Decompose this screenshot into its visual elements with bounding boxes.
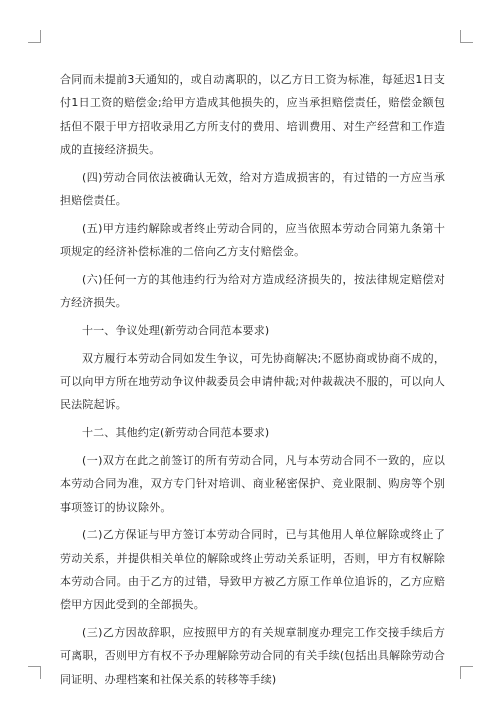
document-body xyxy=(60,68,445,695)
paragraph-dispute: 双方履行本劳动合同如发生争议，可先协商解决;不愿协商或协商不成的，可以向甲方所在地劳动争议仲裁委员会申请仲裁;对仲裁裁决不服的，可以向人民法院起诉。 xyxy=(60,351,445,412)
crop-mark-top-right xyxy=(460,30,473,43)
paragraph-other-1: (一)双方在此之前签订的所有劳动合同，凡与本劳动合同不一致的，应以本劳动合同为准，双方专门针对培训、商业秘密保护、竞业限制、购房等个别事项签订的协议除外。 xyxy=(60,453,445,514)
paragraph-clause-4: (四)劳动合同依法被确认无效，给对方造成损害的，有过错的一方应当承担赔偿责任。 xyxy=(60,170,445,207)
section-heading-dispute: 十一、争议处理(新劳动合同范本要求) xyxy=(82,323,270,337)
crop-mark-top-left xyxy=(28,30,41,43)
paragraph-continuation: 合同而未提前3天通知的，或自动离职的，以乙方日工资为标准，每延迟1日支付1日工资的赔偿金;给甲方造成其他损失的，应当承担赔偿责任，赔偿金额包括但不限于甲方招收录用乙方所支付的费用、培训费用、对生产经营和工作造成的直接经济损失。 xyxy=(60,73,445,156)
paragraph-other-2: (二)乙方保证与甲方签订本劳动合同时，已与其他用人单位解除或终止了劳动关系，并提供相关单位的解除或终止劳动关系证明，否则，甲方有权解除本劳动合同。由于乙方的过错，导致甲方被乙方原工作单位追诉的，乙方应赔偿甲方因此受到的全部损失。 xyxy=(60,528,445,612)
crop-mark-bottom-left xyxy=(28,666,41,679)
paragraph-other-3: (三)乙方因故辞职，应按照甲方的有关规章制度办理完工作交接手续后方可离职，否则甲方有权不予办理解除劳动合同的有关手续(包括出具解除劳动合同证明、办理档案和社保关系的转移等手续) xyxy=(60,626,445,686)
crop-mark-bottom-right xyxy=(460,666,473,679)
section-heading-other: 十二、其他约定(新劳动合同范本要求) xyxy=(82,426,270,440)
paragraph-clause-5: (五)甲方违约解除或者终止劳动合同的，应当依照本劳动合同第九条第十项规定的经济补偿标准的二倍向乙方支付赔偿金。 xyxy=(60,221,445,259)
paragraph-clause-6: (六)任何一方的其他违约行为给对方造成经济损失的，按法律规定赔偿对方经济损失。 xyxy=(60,272,445,310)
